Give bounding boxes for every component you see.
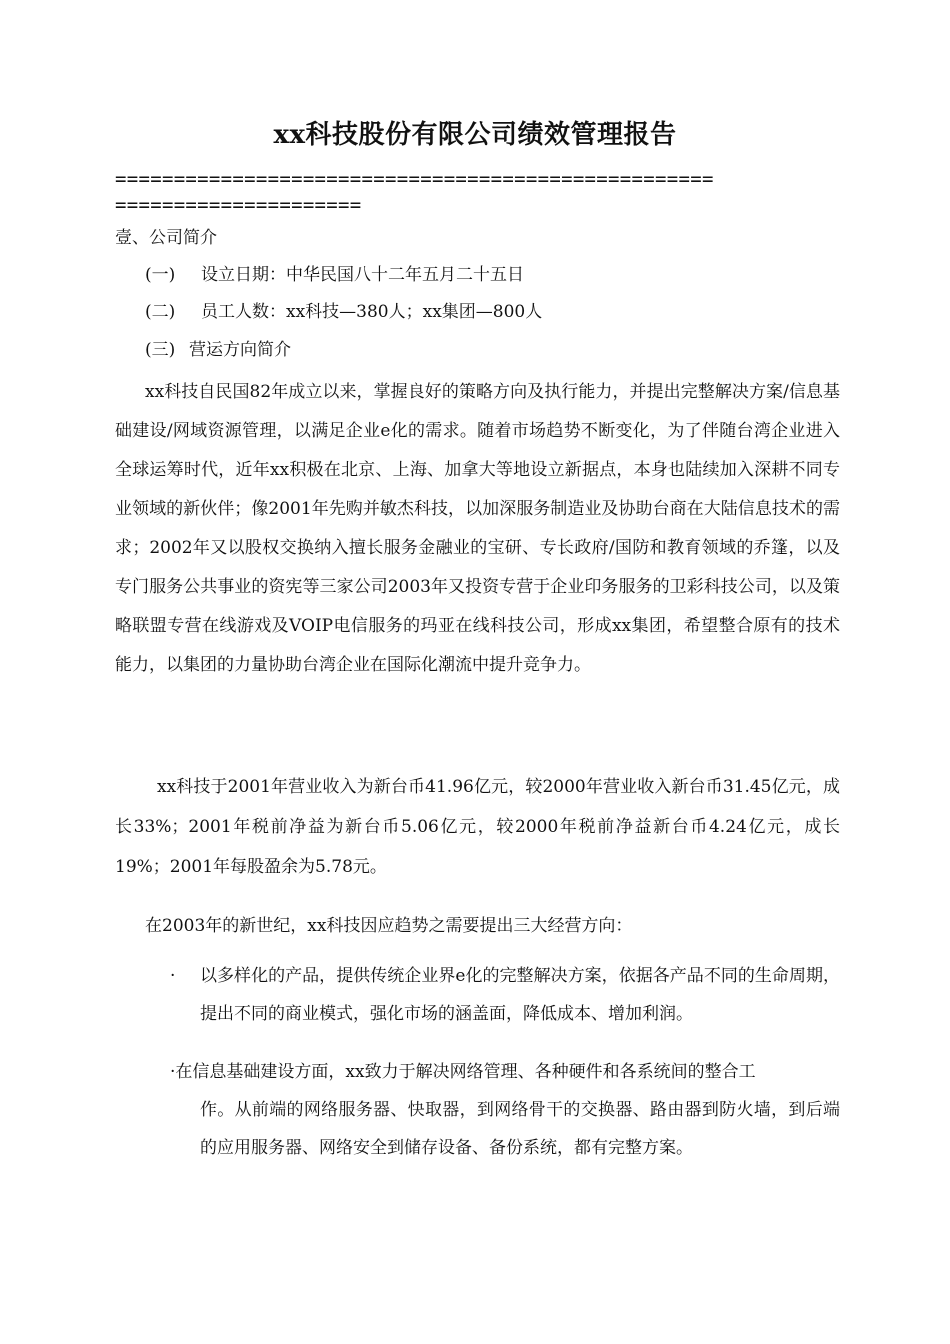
list-item-text: 员工人数：xx科技—380人；xx集团—800人 [201, 302, 543, 322]
separator-rule-continued: ===================== [115, 194, 362, 216]
list-item-number: (三) [145, 340, 176, 360]
list-item-number: (一) [145, 265, 176, 285]
bullet-mark: · [170, 966, 176, 986]
list-item-operations-direction [145, 338, 291, 362]
paragraph-strategy-intro: 在2003年的新世纪，xx科技因应趋势之需要提出三大经营方向： [145, 916, 633, 936]
document-title: xx科技股份有限公司绩效管理报告 [273, 120, 677, 150]
bullet-item-products: 以多样化的产品，提供传统企业界e化的完整解决方案，依据各产品不同的生命周期，提出不同的商业模式，强化市场的涵盖面，降低成本、增加利润。 [200, 966, 840, 1024]
list-item-employee-count [145, 300, 542, 324]
list-item-text: 营运方向简介 [189, 340, 291, 360]
paragraph-financials: xx科技于2001年营业收入为新台币41.96亿元，较2000年营业收入新台币31.45亿元，成长33%；2001年税前净益为新台币5.06亿元，较2000年税前净益新台币4.24亿元，成长19%；2001年每股盈余为5.78元。 [115, 777, 840, 877]
bullet-item-infrastructure-first-line: ·在信息基础建设方面，xx致力于解决网络管理、各种硬件和各系统间的整合工 [170, 1062, 756, 1082]
list-item-founding-date [145, 263, 524, 287]
section-heading: 壹、公司简介 [115, 228, 217, 248]
list-item-text: 设立日期：中华民国八十二年五月二十五日 [201, 265, 524, 285]
bullet-item-infrastructure-rest: 作。从前端的网络服务器、快取器，到网络骨干的交换器、路由器到防火墙，到后端的应用服务器、网络安全到储存设备、备份系统，都有完整方案。 [200, 1100, 840, 1158]
paragraph-company-history: xx科技自民国82年成立以来，掌握良好的策略方向及执行能力，并提出完整解决方案/信息基础建设/网域资源管理，以满足企业e化的需求。随着市场趋势不断变化，为了伴随台湾企业进入全球运筹时代，近年xx积极在北京、上海、加拿大等地设立新据点，本身也陆续加入深耕不同专业领域的新伙伴；像2001年先购并敏杰科技，以加深服务制造业及协助台商在大陆信息技术的需求；2002年又以股权交换纳入擅长服务金融业的宝研、专长政府/国防和教育领域的乔篷，以及专门服务公共事业的资宪等三家公司2003年又投资专营于企业印务服务的卫彩科技公司，以及策略联盟专营在线游戏及VOIP电信服务的玛亚在线科技公司，形成xx集团，希望整合原有的技术能力，以集团的力量协助台湾企业在国际化潮流中提升竞争力。 [115, 382, 840, 675]
list-item-number: (二) [145, 302, 176, 322]
separator-rule: =================================================== [115, 168, 714, 190]
